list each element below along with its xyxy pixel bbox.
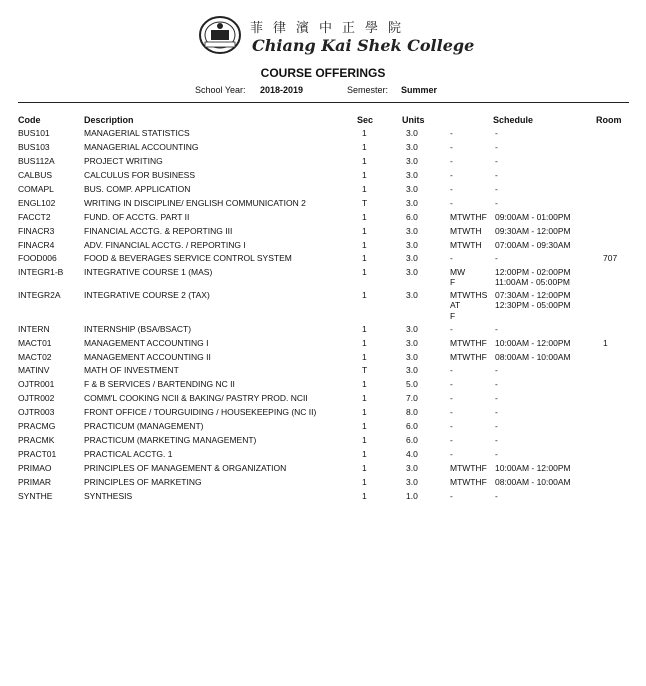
schedule-days: MTWTHF [450,352,487,362]
course-section: 1 [362,463,367,473]
schedule-days: MW [450,267,466,277]
course-code: FINACR4 [18,240,55,250]
schedule-time: 12:00PM - 02:00PM [495,267,571,277]
schedule-time: 11:00AM - 05:00PM [495,277,570,287]
course-code: FACCT2 [18,212,51,222]
schedule-time: - [495,253,498,263]
course-units: 6.0 [406,435,418,445]
schedule-time: - [495,365,498,375]
course-description: PROJECT WRITING [84,156,163,166]
schedule-time: - [495,198,498,208]
schedule-days: F [450,311,456,321]
course-section: 1 [362,421,367,431]
course-units: 3.0 [406,226,418,236]
course-units: 3.0 [406,365,418,375]
course-section: 1 [362,184,367,194]
schedule-time: - [495,184,498,194]
course-code: BUS112A [18,156,55,166]
course-code: OJTR001 [18,379,55,389]
course-description: CALCULUS FOR BUSINESS [84,170,195,180]
course-description: FUND. OF ACCTG. PART II [84,212,190,222]
course-code: OJTR003 [18,407,55,417]
schedule-time: 08:00AM - 10:00AM [495,352,571,362]
course-description: INTEGRATIVE COURSE 2 (TAX) [84,290,210,300]
schedule-time: - [495,491,498,501]
schedule-days: - [450,142,453,152]
course-units: 3.0 [406,240,418,250]
schedule-time: - [495,407,498,417]
course-code: COMAPL [18,184,54,194]
course-code: PRACT01 [18,449,57,459]
course-description: MANAGEMENT ACCOUNTING I [84,338,209,348]
course-description: F & B SERVICES / BARTENDING NC II [84,379,235,389]
schedule-days: AT [450,300,461,310]
course-section: 1 [362,142,367,152]
course-section: 1 [362,226,367,236]
course-section: 1 [362,435,367,445]
course-code: PRIMAR [18,477,52,487]
course-code: INTEGR2A [18,290,61,300]
column-header-code: Code [18,115,41,125]
course-description: FRONT OFFICE / TOURGUIDING / HOUSEKEEPING (NC II) [84,407,317,417]
course-section: 1 [362,170,367,180]
course-units: 4.0 [406,449,418,459]
course-description: MATH OF INVESTMENT [84,365,179,375]
course-section: 1 [362,338,367,348]
course-code: FINACR3 [18,226,55,236]
schedule-days: MTWTHF [450,463,487,473]
schedule-time: - [495,128,498,138]
schedule-time: 09:30AM - 12:00PM [495,226,571,236]
college-chinese-name: 菲律濱中正學院 [250,21,412,36]
schedule-days: - [450,365,453,375]
page-title: COURSE OFFERINGS [260,66,386,80]
schedule-time: - [495,449,498,459]
course-units: 3.0 [406,156,418,166]
college-header [0,14,646,58]
course-units: 3.0 [406,463,418,473]
course-description: ADV. FINANCIAL ACCTG. / REPORTING I [84,240,246,250]
schedule-days: - [450,253,453,263]
course-description: COMM'L COOKING NCII & BAKING/ PASTRY PROD. NCII [84,393,308,403]
schedule-time: - [495,142,498,152]
schedule-time: 08:00AM - 10:00AM [495,477,571,487]
semester-label: Semester: [347,85,389,95]
schedule-time: 09:00AM - 01:00PM [495,212,571,222]
course-section: 1 [362,128,367,138]
course-code: MATINV [18,365,50,375]
course-units: 3.0 [406,477,418,487]
course-section: T [362,365,368,375]
course-description: MANAGEMENT ACCOUNTING II [84,352,211,362]
schedule-days: - [450,491,453,501]
course-description: PRACTICUM (MANAGEMENT) [84,421,204,431]
course-units: 3.0 [406,290,418,300]
course-units: 3.0 [406,184,418,194]
schedule-time: - [495,170,498,180]
course-description: PRACTICAL ACCTG. 1 [84,449,173,459]
course-code: ENGL102 [18,198,56,208]
course-section: T [362,198,368,208]
course-section: 1 [362,393,367,403]
course-description: SYNTHESIS [84,491,133,501]
course-units: 5.0 [406,379,418,389]
course-code: INTEGR1-B [18,267,64,277]
course-description: BUS. COMP. APPLICATION [84,184,191,194]
course-section: 1 [362,352,367,362]
course-units: 8.0 [406,407,418,417]
course-code: CALBUS [18,170,53,180]
schedule-days: MTWTHF [450,477,487,487]
schedule-time: - [495,435,498,445]
course-units: 1.0 [406,491,418,501]
schedule-time: - [495,324,498,334]
schedule-days: - [450,393,453,403]
column-header-schedule: Schedule [493,115,534,125]
course-code: INTERN [18,324,50,334]
course-section: 1 [362,449,367,459]
course-units: 3.0 [406,128,418,138]
course-section: 1 [362,477,367,487]
course-code: PRIMAO [18,463,52,473]
column-header-units: Units [402,115,425,125]
schedule-time: - [495,156,498,166]
course-description: WRITING IN DISCIPLINE/ ENGLISH COMMUNICATION 2 [84,198,306,208]
schedule-days: - [450,170,453,180]
course-section: 1 [362,324,367,334]
course-units: 3.0 [406,338,418,348]
schedule-days: F [450,277,456,287]
course-code: PRACMK [18,435,55,445]
course-description: INTERNSHIP (BSA/BSACT) [84,324,192,334]
course-section: 1 [362,267,367,277]
schedule-days: MTWTHF [450,212,487,222]
course-description: PRINCIPLES OF MARKETING [84,477,202,487]
schedule-days: MTWTHS [450,290,488,300]
column-header-room: Room [596,115,622,125]
schedule-days: MTWTH [450,240,482,250]
course-description: MANAGERIAL STATISTICS [84,128,190,138]
course-code: SYNTHE [18,491,53,501]
course-section: 1 [362,379,367,389]
course-units: 3.0 [406,142,418,152]
course-description: MANAGERIAL ACCOUNTING [84,142,199,152]
course-section: 1 [362,253,367,263]
course-units: 3.0 [406,198,418,208]
course-code: MACT01 [18,338,52,348]
course-code: BUS103 [18,142,50,152]
schedule-days: - [450,156,453,166]
course-code: OJTR002 [18,393,55,403]
course-units: 3.0 [406,253,418,263]
course-units: 3.0 [406,324,418,334]
course-code: BUS101 [18,128,50,138]
course-units: 6.0 [406,212,418,222]
course-room: 1 [603,338,608,348]
header-divider [18,102,629,103]
course-section: 1 [362,240,367,250]
college-name: Chiang Kai Shek College [252,36,475,55]
course-units: 6.0 [406,421,418,431]
course-description: PRACTICUM (MARKETING MANAGEMENT) [84,435,257,445]
course-section: 1 [362,407,367,417]
schedule-time: - [495,393,498,403]
course-section: 1 [362,156,367,166]
course-code: FOOD006 [18,253,57,263]
school-year-label: School Year: [195,85,246,95]
schedule-days: - [450,421,453,431]
schedule-days: - [450,407,453,417]
schedule-days: - [450,128,453,138]
schedule-days: - [450,324,453,334]
course-description: FOOD & BEVERAGES SERVICE CONTROL SYSTEM [84,253,292,263]
course-code: PRACMG [18,421,56,431]
schedule-days: - [450,449,453,459]
school-year-value: 2018-2019 [260,85,304,95]
schedule-time: 07:00AM - 09:30AM [495,240,571,250]
course-room: 707 [603,253,618,263]
course-description: PRINCIPLES OF MANAGEMENT & ORGANIZATION [84,463,287,473]
course-units: 3.0 [406,170,418,180]
schedule-days: MTWTH [450,226,482,236]
course-units: 3.0 [406,267,418,277]
schedule-time: 10:00AM - 12:00PM [495,463,571,473]
schedule-time: - [495,421,498,431]
column-header-description: Description [84,115,134,125]
course-section: 1 [362,290,367,300]
schedule-time: 10:00AM - 12:00PM [495,338,571,348]
column-header-sec: Sec [357,115,374,125]
course-units: 7.0 [406,393,418,403]
school-seal-icon [199,16,241,54]
course-description: INTEGRATIVE COURSE 1 (MAS) [84,267,213,277]
course-section: 1 [362,491,367,501]
course-section: 1 [362,212,367,222]
semester-value: Summer [401,85,438,95]
course-description: FINANCIAL ACCTG. & REPORTING III [84,226,233,236]
course-units: 3.0 [406,352,418,362]
schedule-days: - [450,198,453,208]
schedule-time: 12:30PM - 05:00PM [495,300,571,310]
schedule-days: MTWTHF [450,338,487,348]
course-code: MACT02 [18,352,52,362]
schedule-time: - [495,379,498,389]
schedule-days: - [450,379,453,389]
schedule-days: - [450,184,453,194]
schedule-time: 07:30AM - 12:00PM [495,290,571,300]
schedule-days: - [450,435,453,445]
